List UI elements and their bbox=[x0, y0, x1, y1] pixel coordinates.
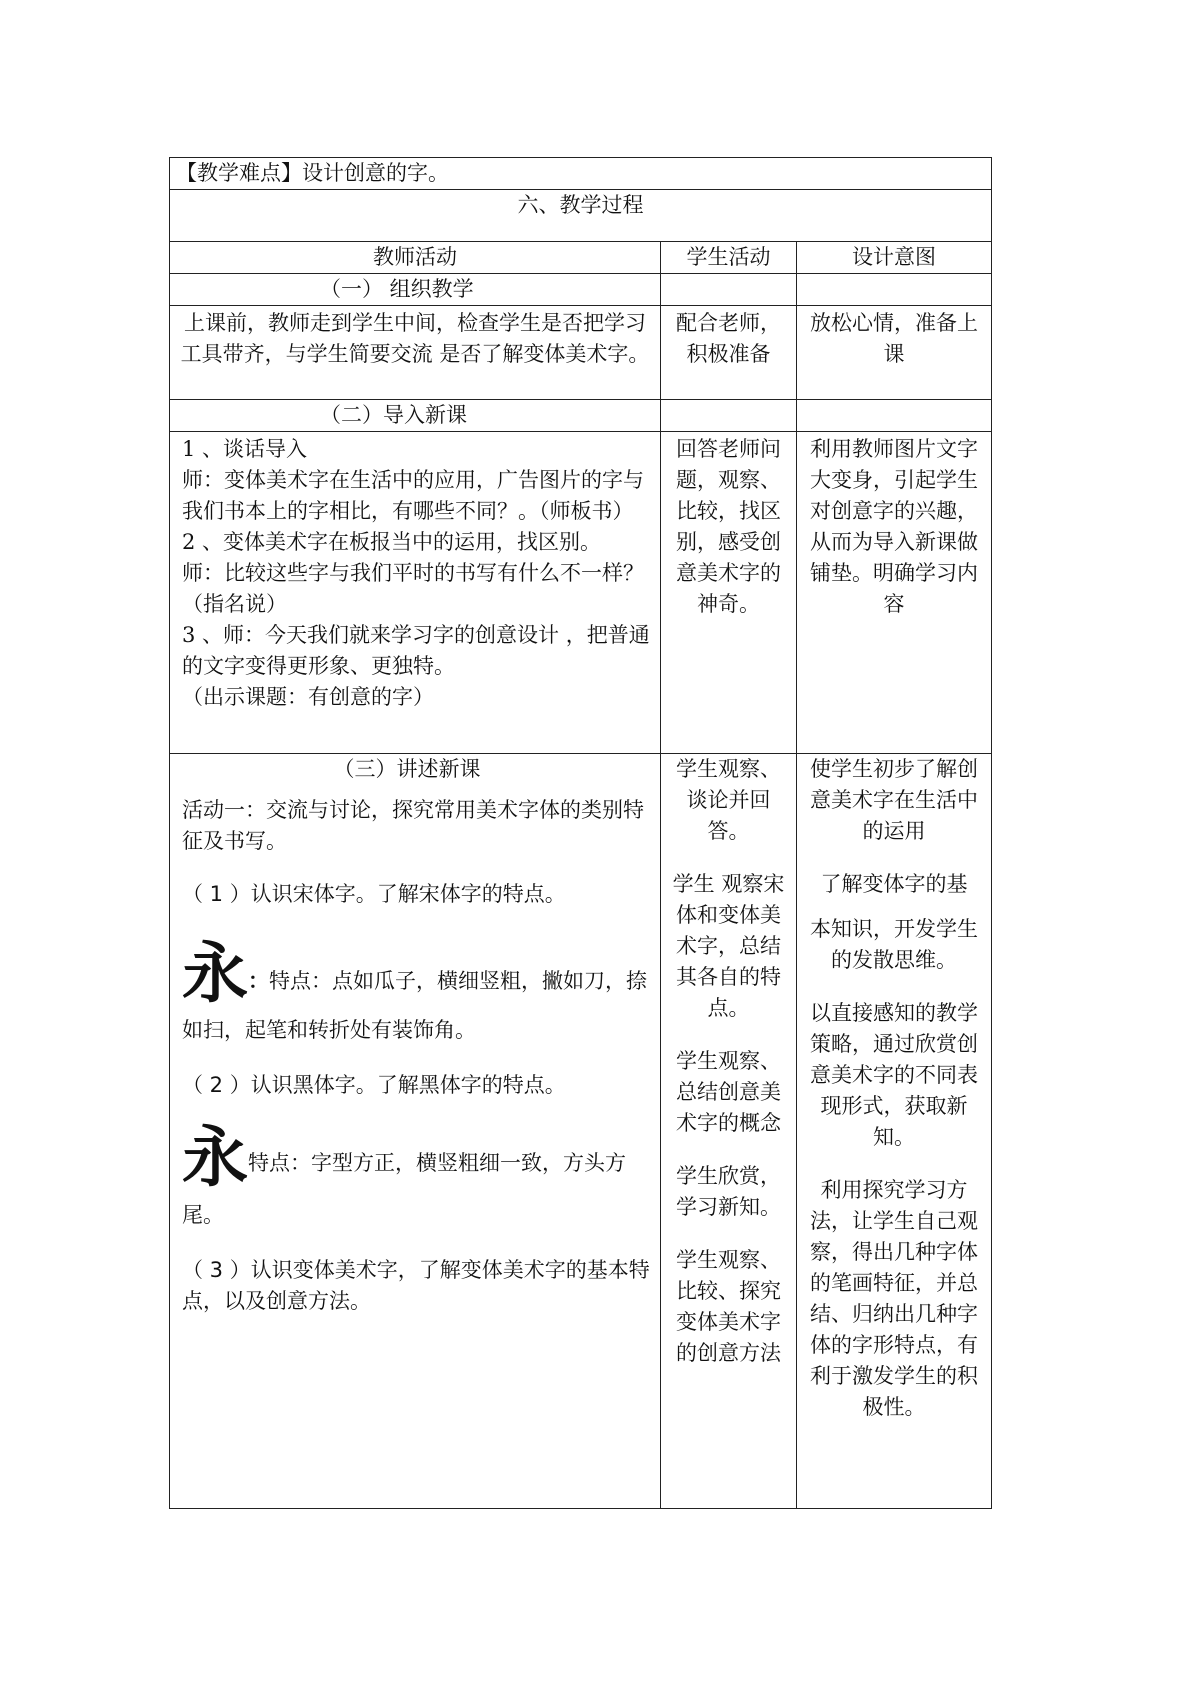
header-student: 学生活动 bbox=[661, 242, 797, 274]
section2-title: （二）导入新课 bbox=[170, 400, 661, 432]
section3-student-3: 学生观察、总结创意美术字的概念 bbox=[676, 1049, 781, 1135]
section1-title-empty-intent bbox=[797, 274, 992, 306]
section1-teacher: 上课前，教师走到学生中间，检查学生是否把学习 工具带齐，与学生简要交流 是否了解变体美术字。 bbox=[170, 306, 661, 400]
section3-title: （三）讲述新课 bbox=[333, 757, 481, 781]
section3-teacher bbox=[170, 754, 661, 1509]
section3-student-2: 学生 观察宋体和变体美术字，总结其各自的特点。 bbox=[672, 872, 785, 1020]
difficulty-text: 设计创意的字。 bbox=[302, 161, 449, 185]
hei-heading: （ 2 ）认识黑体字。了解黑体字的特点。 bbox=[182, 1073, 566, 1097]
song-sample-char: 永 bbox=[182, 934, 248, 1012]
bianti-heading: （ 3 ）认识变体美术字，了解变体美术字的基本特点，以及创意方法。 bbox=[182, 1258, 650, 1313]
song-block bbox=[182, 934, 652, 1052]
section1-title-empty-student bbox=[661, 274, 797, 306]
section2-line-1: 1 、谈话导入 bbox=[182, 437, 308, 461]
process-title bbox=[170, 190, 992, 242]
hei-sample-char: 永 bbox=[182, 1119, 248, 1196]
section2-line-3: 2 、变体美术字在板报当中的运用，找区别。 bbox=[182, 530, 602, 554]
section3-intent-4: 以直接感知的教学策略，通过欣赏创意美术字的不同表现形式，获取新知。 bbox=[810, 1001, 978, 1149]
song-heading: （ 1 ）认识宋体字。了解宋体字的特点。 bbox=[182, 882, 566, 906]
section3-student-1: 学生观察、谈论并回答。 bbox=[676, 757, 781, 843]
section2-student: 回答老师问题，观察、比较，找区别，感受创意美术字的神奇。 bbox=[661, 432, 797, 754]
song-colon: ： bbox=[248, 968, 269, 993]
section3-student bbox=[661, 754, 797, 1509]
section2-title-empty-intent bbox=[797, 400, 992, 432]
process-title-text: 六、教学过程 bbox=[517, 193, 644, 217]
section2-line-6: （出示课题：有创意的字） bbox=[182, 685, 434, 709]
section3-intent-2: 了解变体字的基 bbox=[820, 872, 968, 896]
section3-intent-3: 本知识，开发学生的发散思维。 bbox=[810, 917, 978, 972]
hei-features: 特点：字型方正，横竖粗细一致，方头方尾。 bbox=[182, 1151, 626, 1227]
section3-student-5: 学生观察、比较、探究变体美术字的创意方法 bbox=[676, 1248, 781, 1365]
section1-title: （一） 组织教学 bbox=[170, 274, 661, 306]
section3-intent-1: 使学生初步了解创意美术字在生活中的运用 bbox=[810, 757, 978, 843]
section2-title-empty-student bbox=[661, 400, 797, 432]
difficulty-label: 【教学难点】 bbox=[176, 161, 302, 185]
hei-block bbox=[182, 1119, 652, 1237]
section2-intent: 利用教师图片文字大变身，引起学生对创意字的兴趣，从而为导入新课做铺垫。明确学习内容 bbox=[797, 432, 992, 754]
section2-teacher bbox=[170, 432, 661, 754]
lesson-plan-table bbox=[169, 157, 992, 1509]
section3-intent bbox=[797, 754, 992, 1509]
difficulty-row bbox=[170, 158, 992, 190]
section3-student-4: 学生欣赏，学习新知。 bbox=[676, 1164, 781, 1219]
section1-student: 配合老师，积极准备 bbox=[661, 306, 797, 400]
song-features: 特点：点如瓜子，横细竖粗，撇如刀，捺如扫，起笔和转折处有装饰角。 bbox=[182, 969, 647, 1042]
header-intent: 设计意图 bbox=[797, 242, 992, 274]
section3-activity: 活动一：交流与讨论，探究常用美术字体的类别特征及书写。 bbox=[182, 798, 644, 853]
section2-line-5: 3 、师：今天我们就来学习字的创意设计 ，把普通的文字变得更形象、更独特。 bbox=[182, 623, 650, 678]
section3-intent-5: 利用探究学习方法，让学生自己观察，得出几种字体的笔画特征，并总结、归纳出几种字体的字形特点，有利于激发学生的积极性。 bbox=[810, 1178, 978, 1419]
section1-intent: 放松心情，准备上课 bbox=[797, 306, 992, 400]
section2-line-4: 师：比较这些字与我们平时的书写有什么不一样？（指名说） bbox=[182, 561, 644, 616]
section2-line-2: 师：变体美术字在生活中的应用，广告图片的字与我们书本上的字相比，有哪些不同？。（师板书） bbox=[182, 468, 644, 523]
header-teacher: 教师活动 bbox=[170, 242, 661, 274]
